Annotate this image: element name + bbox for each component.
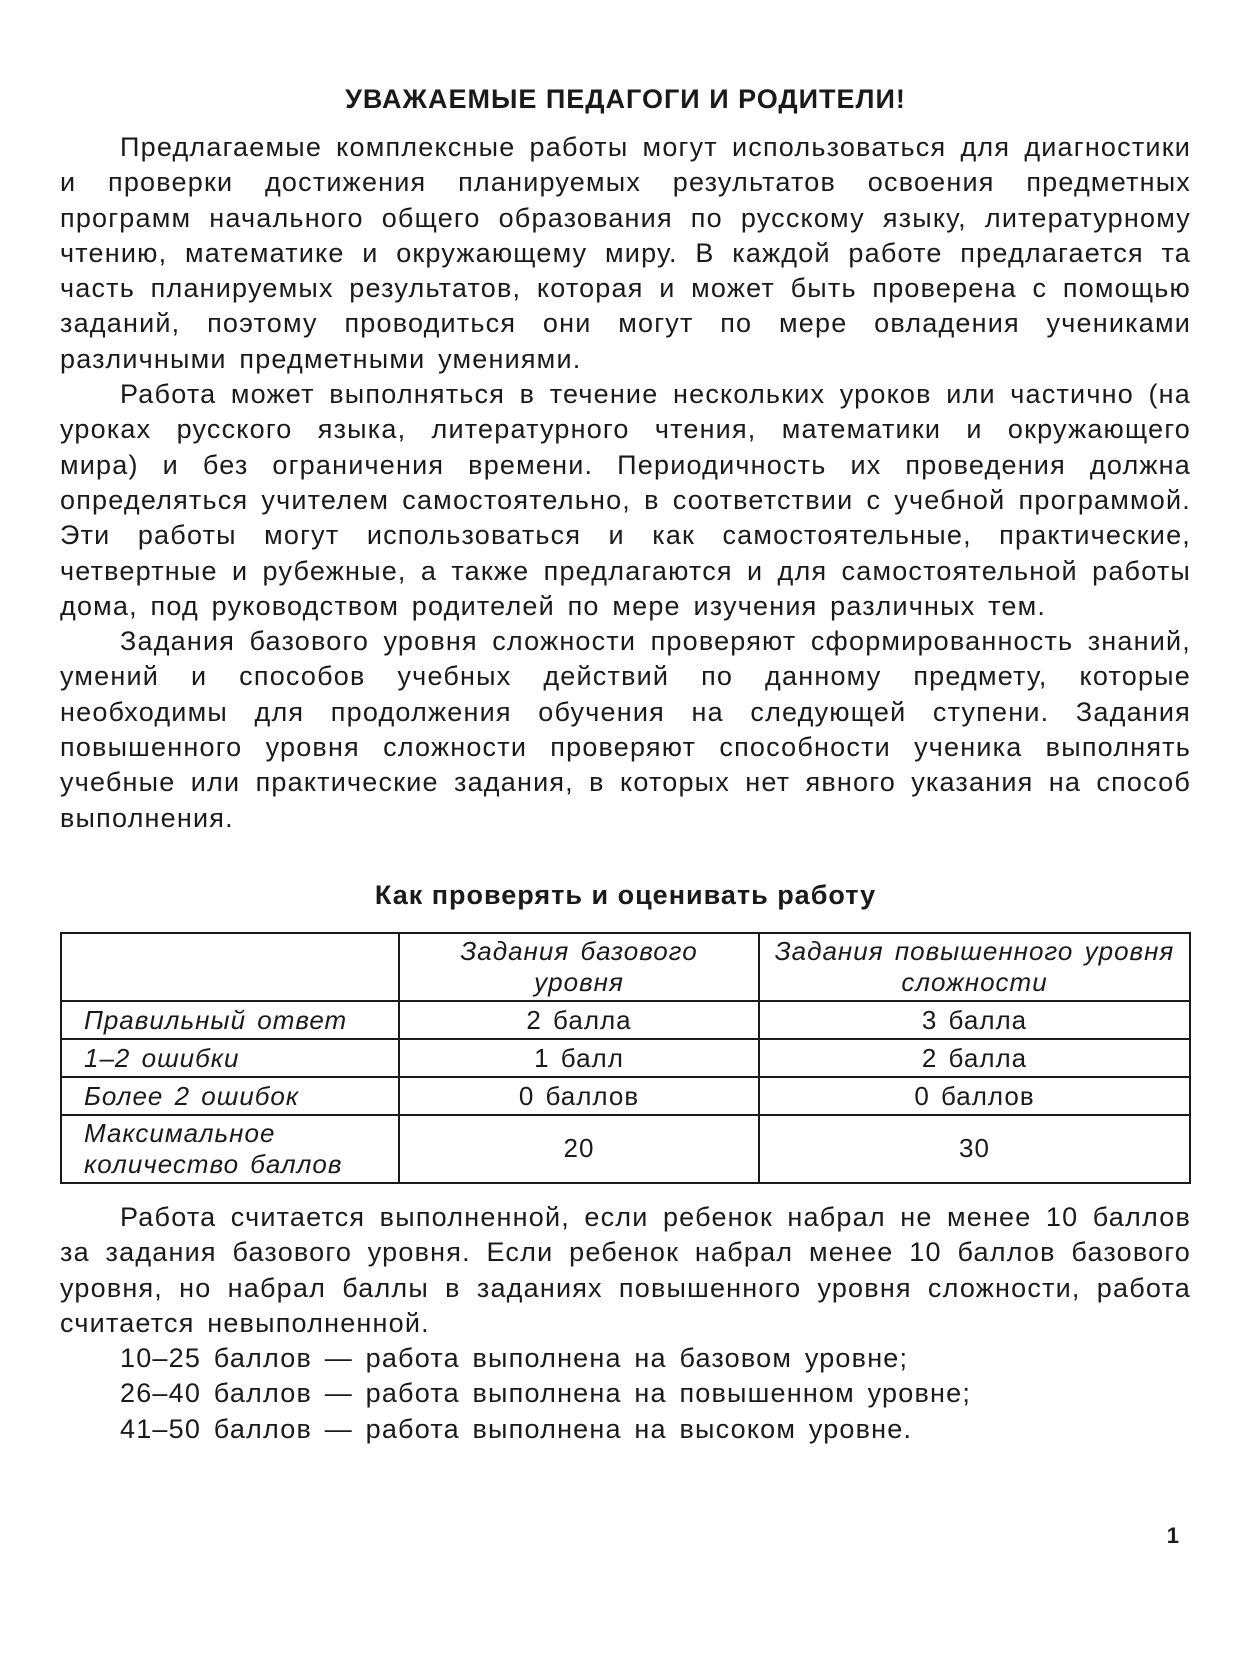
- advanced-score: 0 баллов: [759, 1077, 1190, 1115]
- score-range-item: 10–25 баллов — работа выполнена на базовом уровне;: [120, 1343, 909, 1374]
- basic-score: 20: [399, 1115, 759, 1183]
- score-range-item: 41–50 баллов — работа выполнена на высоком уровне.: [120, 1413, 913, 1444]
- header-advanced-level: Задания повышенного уровня сложности: [759, 933, 1190, 1001]
- scoring-table: [60, 932, 1191, 1184]
- page-number: 1: [1166, 1523, 1179, 1548]
- document-page: [60, 82, 1191, 1447]
- header-basic-level: Задания базового уровня: [399, 933, 759, 1001]
- row-label: Максимальное количество баллов: [61, 1115, 399, 1183]
- row-label: 1–2 ошибки: [61, 1039, 399, 1077]
- table-row: [61, 1001, 1190, 1039]
- basic-score: 1 балл: [399, 1039, 759, 1077]
- intro-paragraph: Предлагаемые комплексные работы могут использоваться для диагностики и проверки достижения планируемых результатов освоения предметных программ начального общего образования по русскому языку, литературному чтению, математике и окружающему миру. В каждой работе предлагается та часть планируемых результатов, которая и может быть проверена с помощью заданий, поэтому проводиться они могут по мере овладения учениками различными предметными умениями.: [60, 132, 1191, 374]
- evaluation-section: [60, 1200, 1191, 1447]
- basic-score: 0 баллов: [399, 1077, 759, 1115]
- basic-score: 2 балла: [399, 1001, 759, 1039]
- section-title: Как проверять и оценивать работу: [374, 879, 877, 910]
- evaluation-paragraph: Работа считается выполненной, если ребенок набрал не менее 10 баллов за задания базового уровня. Если ребенок набрал менее 10 баллов базового уровня, но набрал баллы в заданиях повышенного уровня сложности, работа считается невыполненной.: [60, 1201, 1191, 1338]
- page-heading: УВАЖАЕМЫЕ ПЕДАГОГИ И РОДИТЕЛИ!: [345, 84, 906, 114]
- table-row: [61, 1039, 1190, 1077]
- advanced-score: 30: [759, 1115, 1190, 1183]
- table-header-row: [61, 933, 1190, 1001]
- row-label: Более 2 ошибок: [61, 1077, 399, 1115]
- table-row: [61, 1115, 1190, 1183]
- advanced-score: 2 балла: [759, 1039, 1190, 1077]
- advanced-score: 3 балла: [759, 1001, 1190, 1039]
- table-row: [61, 1077, 1190, 1115]
- work-paragraph: Работа может выполняться в течение нескольких уроков или частично (на уроках русского языка, литературного чтения, математики и окружающего мира) и без ограничения времени. Периодичность их проведения должна определяться учителем самостоятельно, в соответствии с учебной программой. Эти работы могут использоваться и как самостоятельные, практические, четвертные и рубежные, а также предлагаются и для самостоятельной работы дома, под руководством родителей по мере изучения различных тем.: [60, 379, 1191, 621]
- levels-paragraph: Задания базового уровня сложности проверяют сформированность знаний, умений и способов учебных действий по данному предмету, которые необходимы для продолжения обучения на следующей ступени. Задания повышенного уровня сложности проверяют способности ученика выполнять учебные или практические задания, в которых нет явного указания на способ выполнения.: [60, 626, 1191, 833]
- score-range-item: 26–40 баллов — работа выполнена на повышенном уровне;: [120, 1378, 972, 1409]
- table-header-empty: [61, 933, 399, 1001]
- row-label: Правильный ответ: [61, 1001, 399, 1039]
